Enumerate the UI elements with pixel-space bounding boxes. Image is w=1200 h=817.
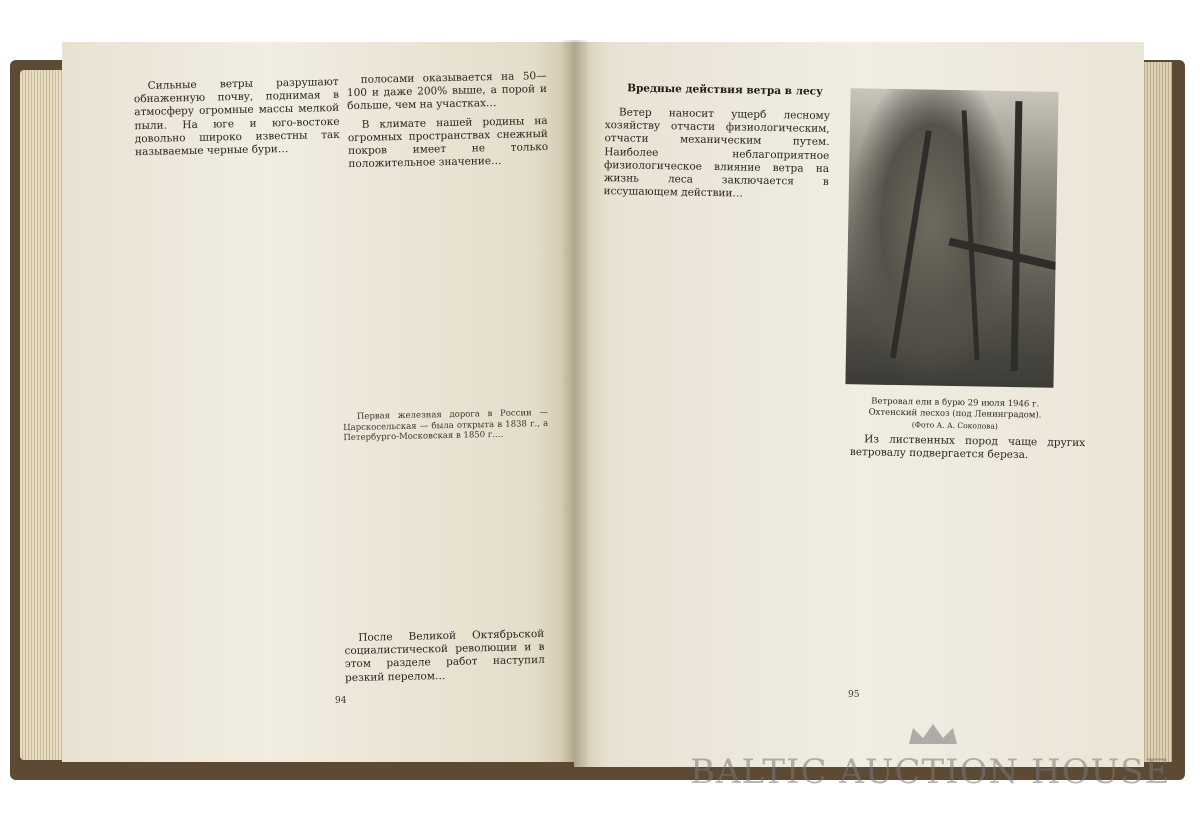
watermark: BALTIC AUCTION HOUSE [690, 752, 1171, 792]
right-page-column-2 [846, 433, 1085, 692]
photo-caption-text: Ветровал ели в бурю 29 июля 1946 г. Охтенский лесхоз (под Ленинградом). [868, 396, 1042, 421]
right-page-column-1 [595, 106, 830, 690]
paragraph: Ветер наносит ущерб лесному хозяйству отчасти физиологическим, отчасти механическим путем. Наиболее неблагоприятное физиологическое влияние ветра на жизнь леса заключается в иссушающем действии… [603, 106, 831, 200]
crown-logo-icon [905, 722, 961, 748]
paragraph: Из лиственных пород чаще других ветровалу подвергается береза. [849, 433, 1086, 462]
windfall-photo [845, 88, 1058, 388]
left-page-footnote [343, 408, 552, 617]
paragraph: В климате нашей родины на огромных пространствах снежный покров имеет не только положительное значение… [347, 114, 549, 171]
book-gutter [560, 40, 590, 770]
footnote-paragraph: Первая железная дорога в России — Царскосельская — была открыта в 1838 г., а Петербурго-Московская в 1850 г.… [343, 407, 549, 444]
section-heading: Вредные действия ветра в лесу [627, 82, 823, 98]
page-number-right: 95 [848, 690, 860, 700]
paragraph: После Великой Октябрьской социалистической революции и в этом разделе работ наступил резкий перелом… [344, 627, 545, 684]
page-number-left: 94 [335, 696, 347, 706]
photo-caption [850, 396, 1061, 433]
photo-credit: (Фото А. А. Соколова) [911, 420, 998, 431]
paragraph: полосами оказывается на 50—100 и даже 200% выше, а порой и больше, чем на участках… [346, 69, 548, 113]
left-page-column-2-bottom [344, 628, 546, 717]
paragraph: Сильные ветры разрушают обнаженную почву, поднимая в атмосферу огромные массы мелкой пыли. На юге и юго-востоке довольно широко известны так называемые черные бури… [133, 75, 340, 159]
left-page-column-2 [347, 70, 554, 404]
left-page-column-1 [134, 76, 352, 695]
